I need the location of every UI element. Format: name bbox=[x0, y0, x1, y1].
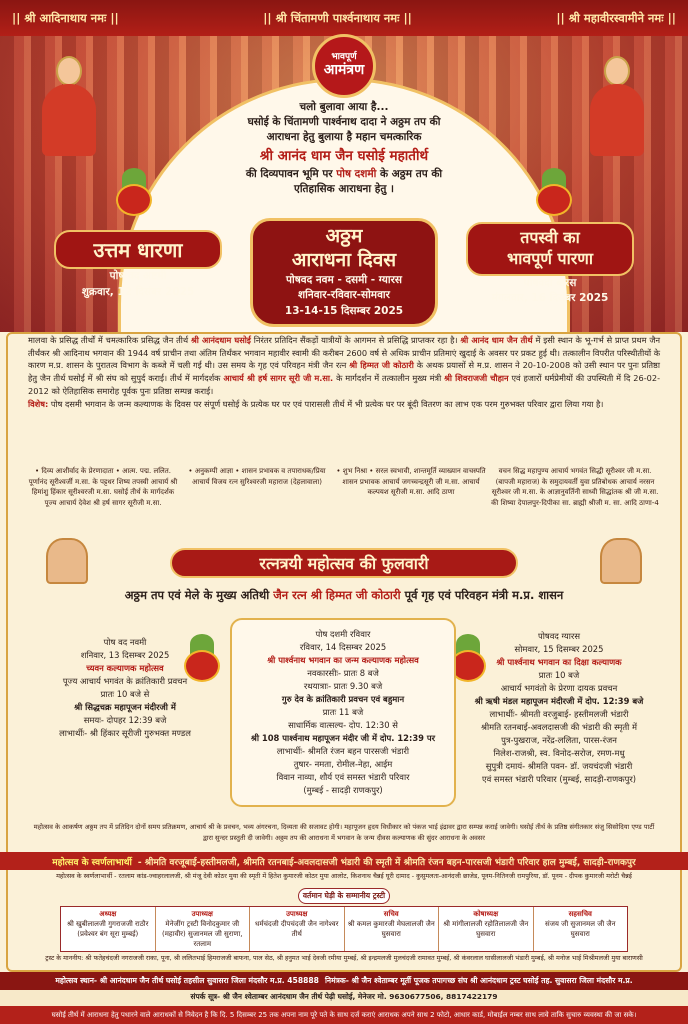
para-p2b: पोष दसमी भगवान के जन्म कल्याणक के दिवस पर संपूर्ण घसोई के प्रत्येक घर पर एवं पारासली तीर्थ में भी प्रत्येक घर पर बूंदी वितरण का लाभ एक परम गुरुभक्त परिवार द्वारा लिया गया है। bbox=[50, 398, 604, 409]
day2-t11: (मुम्बई - सादड़ी राणकपुर) bbox=[303, 785, 383, 796]
trustee-list: ट्रस्ट के माननीय: श्री फतेहचंदजी नगराजजी राका, पूना, श्री ललितभाई हिमराजजी बाफना, पाल सेठ, श्री हनुमत भाई देवजी रमीया मुम्बई, श्री इन्द्रमलजी मुलचंदजी रामावत मुम्बई, श्री कंवरलाल घासीलालजी भंडारी मुम्बई, श्री मनोज भाई मिश्रीमलजी मुया बाराणसी bbox=[45, 954, 643, 962]
deity-left-illustration bbox=[32, 48, 106, 158]
day2-t3: रथयात्राः- प्रातः 9.30 बजे bbox=[303, 681, 383, 692]
trustee-role: उपाध्यक्ष bbox=[286, 910, 308, 918]
banner-center-title1: अठ्ठम bbox=[325, 225, 363, 247]
day3-t7: पुत्र-पुखराज, नरेंद्र-ललिता, पारस-रंजन bbox=[501, 735, 617, 746]
day2-t10: विवान नाव्या, शौर्य एवं समस्त भंडारी परिवार bbox=[276, 772, 410, 783]
trustee-name: संजय जी सुजानमल जी जैन घुसवारा bbox=[544, 920, 616, 939]
banner-left-title: उत्तम धारणा bbox=[54, 230, 222, 269]
day2-t4: गुरु देव के क्रांतिकारी प्रवचन एवं बहुमान bbox=[281, 694, 405, 705]
banner-left-line2: शुक्रवार, 12 दिसंबर 2025 bbox=[81, 285, 195, 298]
banner-center-title2: आराधना दिवस bbox=[291, 248, 397, 271]
sadhu-1: • दिव्य आशीर्वाद के प्रेरणादाता • आत्म. पद्म. ललित. पूर्णानंद सूरीश्वर्जी म.सा. के पट्टधर शिष्य तपस्वी आचार्य श्री हिमांशु हिंकार सूरीश्वरजी म.सा. घसोई तीर्थ के मार्गदर्शक पूज्य आचार्य देवेश श्री हर्ष सागर सूरीजी म.सा. bbox=[28, 467, 178, 507]
contact-line: संपर्क सूत्र- श्री जैन श्वेताम्बर आनंदधाम जैन तीर्थ पेढ़ी घसोई, मेनेजर मो. 9630677506, 8817422179 bbox=[190, 992, 498, 1001]
intro-line2: घसोई के चिंतामणी पार्श्वनाथ दादा ने अठ्ठम तप की bbox=[247, 116, 441, 129]
trustee-role: अध्यक्ष bbox=[99, 910, 117, 918]
day2-schedule bbox=[230, 618, 456, 807]
para-p1h: आचार्य श्री हर्ष सागर सूरी जी म.सा. bbox=[223, 373, 334, 384]
chief-guest bbox=[20, 588, 668, 603]
venue-place: महोत्सव स्थान- श्री आनंदधाम जैन तीर्थ घसोई तहसील सुवासरा जिला मंदसौर म.प्र. 458888 bbox=[55, 976, 319, 985]
banner-right-line1: पोषवदी बारस bbox=[523, 276, 577, 289]
day2-h2: रविवार, 14 दिसम्बर 2025 bbox=[299, 642, 387, 653]
folded-hands-right-icon bbox=[600, 538, 642, 584]
day3-h2: सोमवार, 15 दिसम्बर 2025 bbox=[514, 644, 604, 655]
day1-h2: शनिवार, 13 दिसम्बर 2025 bbox=[80, 650, 170, 661]
para-p1c: निरंतर प्रतिदिन सैंकड़ों यात्रीयों के आगमन से प्रसिद्धि प्राप्तकर रहा है। bbox=[253, 335, 458, 345]
memorial-text: - श्रीमति वरजूबाई-हस्तीमलजी, श्रीमति रतनबाई-अवलदासजी भंडारी की स्मृती में श्रीमति रंजन बहन-पारसजी भंडारी परिवार हाल मुम्बई, सादड़ी-राणकपुर bbox=[137, 857, 636, 868]
day1-t5: समयः- दोपहर 12:39 बजे bbox=[83, 715, 167, 726]
trustee-name: श्री मांगीलालजी रहोतिलालजी जैन घुसवारा bbox=[443, 920, 529, 939]
trustee-role: कोषाध्यक्ष bbox=[473, 910, 499, 918]
day2-h1: पोष दशमी रविवार bbox=[315, 629, 371, 639]
invocation-center: || श्री चिंतामणी पार्श्वनाथाय नमः || bbox=[263, 10, 412, 25]
para-p1d: श्री आनंद धाम जैन तीर्थ bbox=[460, 335, 533, 345]
trustee-table bbox=[60, 906, 628, 952]
para-p1g: के अथक प्रयासों से म.प्र. शासन ने 20-10-2008 को उसी स्थान पर पुनः प्रतिष्ठा हेतु जैन तीर्थ घसोई में श्री संघ को सुपुर्द कराई। तीर्थ में मार्गदर्शक bbox=[28, 360, 660, 384]
intro-line5b: पोष दशमी bbox=[336, 168, 377, 181]
day1-t1: च्यवन कल्याणक महोत्सव bbox=[86, 663, 164, 674]
banner-center-line3: 13-14-15 दिसम्बर 2025 bbox=[284, 305, 404, 317]
kalash-right-icon bbox=[532, 166, 576, 220]
day2-t5: प्रातः 11 बजे bbox=[322, 707, 364, 718]
seal-line2: आमंत्रण bbox=[323, 62, 365, 79]
trustee-cell bbox=[61, 907, 156, 951]
banner-center-line1: पोषवद नवम - दसमी - ग्यारस bbox=[286, 273, 402, 286]
day3-t2: प्रातः 10 बजे bbox=[538, 670, 580, 681]
venue-host: निमंत्रक- श्री जैन श्वेताम्बर मूर्ती पूजक तपागच्छ संघ श्री आनंदधाम ट्रस्ट घसोई तह. सुवासरा जिला मंदसौर म.प्र. bbox=[324, 976, 633, 985]
para-p1e: में इसी स्थान के भू-गर्भ से प्राप्त प्रथम जैन तीर्थंकर श्री आदिनाथ भगवान की 1944 वर्ष प्राचीन तथा अंतिम तिर्थंकर भगवान महावीर स्वामी की करीबन 2600 वर्ष से अधिक प्राचीन प्रतिमाएं खुदाई के अवसर पर प्रकट हुई थी। तत्कालीन विपरीत परिस्थीतीयों के कारण म.प्र. शासन के पुरातत्व विभाग के कब्जे में चली गई थी। उस समय के गृह एवं परिवहन मंत्री जैन रत्न bbox=[28, 335, 661, 371]
trustee-heading: वर्तमान घेड़ी के सम्मानीय ट्रस्टी bbox=[298, 888, 390, 904]
day1-h1: पोष वद नवमी bbox=[103, 637, 147, 647]
trustee-cell bbox=[534, 907, 628, 951]
day1-t4: श्री सिद्धचक्र महापूजन मंदीरजी में bbox=[74, 702, 176, 713]
trustee-cell bbox=[250, 907, 345, 951]
day3-t9: सुपुत्री दमायं- श्रीमति पवन- डॉ. जयचंदजी भंडारी bbox=[485, 761, 633, 772]
day3-t3: आचार्य भगवंतो के प्रेरणा दायक प्रवचन bbox=[500, 683, 618, 694]
day3-t4: श्री ऋषी मंडल महापूजन मंदीरजी में दोप. 12:39 बजे bbox=[474, 696, 644, 707]
intro-line5c: के अठ्ठम तप की bbox=[380, 168, 443, 181]
invocation-left: || श्री आदिनाथाय नमः || bbox=[12, 10, 119, 25]
banner-center-line2: शनिवार-रविवार-सोमवार bbox=[298, 289, 390, 302]
sadhu-3: • शुभ निश्रा • सरल स्वभावी, शान्तमूर्ति व्याख्यान वाचस्पति शासन प्रभावक आचार्य जगच्चन्द्रसूरी जी म.सा. आचार्य कल्पयश सूरीजी म.सा. आदि ठाणा bbox=[336, 467, 486, 496]
history-paragraph bbox=[28, 334, 660, 410]
para-p1j: श्री शिवराजजी चौहान bbox=[444, 373, 509, 384]
intro-line5 bbox=[150, 167, 538, 182]
day2-t6: साधार्मिक वात्सल्य- दोप. 12:30 से bbox=[288, 720, 398, 731]
day1-t3: प्रातः 10 बजे से bbox=[100, 689, 150, 700]
sponsor-line: महोत्सव के स्वर्णलाभार्थी - रतलाम कांड-ज्वाहरलालजी, श्री मंजू देवी कोठर मुया की स्मृती में हितेश कुमारजी कोठर मुया आलोट, किशनाथ चैन्नई घूरी दामाद - कुसुमलता-आनंदजी छाजेड, पूनम-नितिनजी रामपुरिया, डॉ. पूनम - दीपक कुमारजी मरोटी चैन्नई bbox=[56, 872, 632, 880]
day1-t6: लाभार्थीः- श्री हिंकार सूरीजी गुरुभक्त मण्डल bbox=[59, 728, 191, 739]
day2-t1: श्री पार्श्वनाथ भगवान का जन्म कल्याणक महोत्सव bbox=[267, 655, 419, 666]
ratna-heading: रत्नत्रयी महोत्सव की फुलवारी bbox=[170, 548, 518, 578]
intro-line3: आराधना हेतु बुलाया है महान चमत्कारिक bbox=[266, 131, 422, 144]
invitation-seal bbox=[312, 34, 376, 98]
day3-h1: पोषवद ग्यारस bbox=[538, 631, 580, 641]
sadhu-2: • अनुकम्पी आज्ञा • शासन प्रभावक व तपाराधक/प्रिया आचार्य विजय रत्न सुरिश्वरजी महाराज (देहलावाला) bbox=[188, 467, 326, 486]
day3-t5: लाभार्थीः- श्रीमती वरजुबाई- हस्तीमलजी भंडारी bbox=[489, 709, 629, 720]
banner-right-title1: तपस्वी का bbox=[520, 228, 580, 247]
day2-t9: तुषार- नमता, रोमील-नेहा, आईम bbox=[293, 759, 393, 770]
bottom-notice-bar: घसोई तीर्थ में आराधना हेतु पधारने वाले आराधकों से निवेदन है कि दि. 5 दिसम्बर 25 तक अपना नाम पूरे पते के साथ दर्ज कराएं आराधक अपने साथ 2 फोटो, आधार कार्ड, मोबाईल नम्बर साथ लावे ताकि सुचारु व्यवस्था की जा सके। bbox=[0, 1006, 688, 1024]
banner-parna bbox=[466, 222, 634, 307]
trustee-role: उपाध्यक्ष bbox=[191, 910, 213, 918]
day2-t2: नवकारसीः- प्रातः 8 बजे bbox=[307, 668, 379, 679]
para-p2a: विशेष: bbox=[28, 398, 49, 409]
banner-right-line2: मंगलवार, 16 दिसंबर 2025 bbox=[491, 292, 609, 305]
trustee-role: सचिव bbox=[383, 910, 399, 918]
festival-note: महोत्सव के आकर्षण अठ्ठम तप में प्रतिदिन दोनों समय प्रतिक्रमण, आचार्य श्री के प्रवचन, भव्य अंगरचना, दिव्यता की सजावट होगी। महापूजन हृदय विधीकार को पंकज भाई इंद्रावर द्वारा सम्पन्न कराई जावेगी। घसोई तीर्थ के प्रतिष्ठ संगीतकार संजु सिसोदिया एण्ड पार्टी द्वारा सुन्दर प्रस्तुती दी जावेगी। अठ्ठम तप की आराधना में भगवान के जन्म दीवस कल्याणक की सुंदर आराधना के अवसर bbox=[33, 823, 655, 842]
banner-right-title bbox=[466, 222, 634, 276]
intro-line6: एतिहासिक आराधना हेतु । bbox=[294, 183, 394, 196]
banner-uttam-dharna bbox=[54, 230, 222, 301]
sadhu-blessings-row bbox=[28, 466, 660, 532]
deity-right-illustration bbox=[580, 48, 654, 158]
venue-bar bbox=[0, 972, 688, 990]
day2-t7: श्री 108 पार्श्वनाथ महापूजन मंदीर जी में दोप. 12:39 पर bbox=[250, 733, 436, 744]
guest-a: अठ्ठम तप एवं मेले के मुख्य अतिथी bbox=[124, 588, 270, 602]
banner-aradhna-divas bbox=[250, 218, 438, 327]
intro-line1: चलो बुलावा आया है... bbox=[299, 101, 389, 113]
gold-beneficiary-bar bbox=[0, 852, 688, 870]
para-p1b: श्री आनंदधाम घसोई bbox=[191, 335, 251, 345]
day1-schedule bbox=[40, 636, 210, 740]
banner-right-title2: भावपूर्ण पारणा bbox=[506, 248, 593, 268]
trustee-name: धर्मचंदजी दीपचंदजी जैन नागेश्वर तीर्थ bbox=[255, 920, 339, 939]
day3-t1: श्री पार्श्वनाथ भगवान का दिक्षा कल्याणक bbox=[496, 657, 622, 668]
day2-t8: लाभार्थीः- श्रीमति रंजन बहन पारसजी भंडारी bbox=[276, 746, 410, 757]
para-p1f: श्री हिम्मत जी कोठारी bbox=[349, 360, 414, 371]
para-p1a: मालवा के प्रसिद्ध तीर्थों में चमत्कारिक प्रसिद्ध जैन तीर्थ bbox=[28, 335, 189, 345]
trustee-name: श्री खुबीलालजी गुगराजजी राठौर (प्रवेश्वर बंग सूरा मुम्बई) bbox=[67, 920, 149, 939]
folded-hands-left-icon bbox=[46, 538, 88, 584]
day3-t10: एवं समस्त भंडारी परिवार (मुम्बई, सादड़ी-राणकपुर) bbox=[481, 774, 637, 785]
seal-line1: भावपूर्ण bbox=[331, 52, 357, 63]
trustee-cell bbox=[156, 907, 251, 951]
guest-c: पूर्व गृह एवं परिवहन मंत्री म.प्र. शासन bbox=[404, 588, 564, 602]
day3-t8: निलेश-राजश्री, स्व. विनोद-सरोज, रमण-मधु bbox=[493, 748, 625, 759]
memorial-label: महोत्सव के स्वर्णलाभार्थी bbox=[52, 857, 132, 868]
day3-t6: श्रीमति रतनबाई-अवलदासजी की भंडारी की स्मृती में bbox=[481, 722, 637, 733]
banner-left-line1: पोष वद अष्टमी bbox=[109, 270, 167, 282]
trustee-name: मेनेजींग ट्रस्टी विनोदकुमार जी (महावीर) सुजानमल जी सुराणा, रतलाम bbox=[162, 920, 243, 949]
para-p1k: एवं हजारों धर्मप्रेमीयों की उपस्थिती में दि 26-02-2012 को ऐतिहासिक समारोह पूर्वक पुनः प्रतिष्ठा सम्पन्न कराई। bbox=[28, 373, 661, 396]
day3-schedule bbox=[454, 630, 664, 786]
invocation-right: || श्री महावीरस्वामीने नमः || bbox=[556, 10, 676, 25]
sadhu-4: वचन सिद्ध महापुण्य आचार्य भगवंत सिद्धी सूरीश्वर जी म.सा. (बापजी महाराज) के समुदायवर्ती युवा प्रतिबोधक आचार्य नरसन सूरीश्वर जी म.सा. के आज्ञानुवर्तिनी साध्वी सिद्धांतक श्री जी म.सा. की शिष्या देपालपुर-दिपीका सा. ब्राह्मी श्रीजी म. सा. आदि ठाणा-4 bbox=[491, 467, 659, 507]
trustee-name: श्री कमल कुमारजी मेघलालजी जैन घुसवारा bbox=[347, 920, 435, 939]
top-invocation-bar bbox=[0, 0, 688, 36]
guest-b: जैन रत्न श्री हिम्मत जी कोठारी bbox=[273, 588, 401, 602]
day1-t2: पूज्य आचार्य भगवंत के क्रांतिकारी प्रवचन bbox=[62, 676, 188, 687]
trustee-role: सहसचिव bbox=[568, 910, 592, 918]
para-p1i: के मार्गदर्शन में तत्कालीन मुख्य मंत्री bbox=[336, 373, 442, 384]
tirth-name: श्री आनंद धाम जैन घसोई महातीर्थ bbox=[259, 147, 429, 164]
trustee-cell bbox=[439, 907, 534, 951]
intro-line5a: की दिव्यपावन भूमि पर bbox=[245, 168, 333, 181]
trustee-cell bbox=[345, 907, 440, 951]
intro-text bbox=[150, 100, 538, 198]
event-banners bbox=[0, 218, 688, 338]
